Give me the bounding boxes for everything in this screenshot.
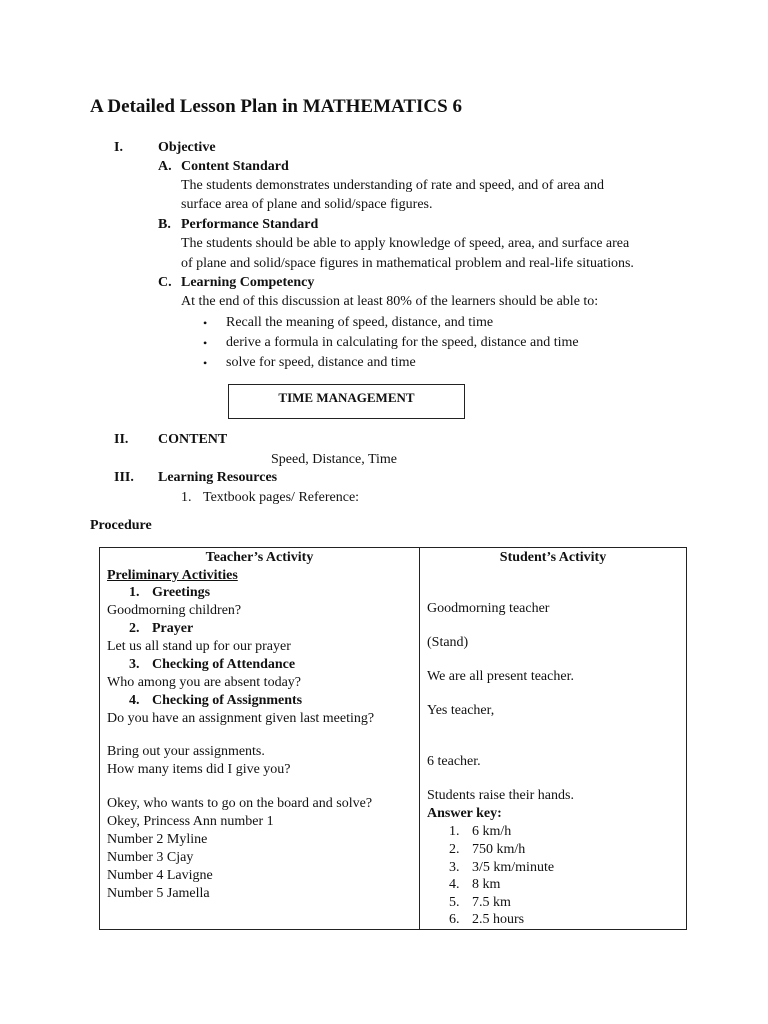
student-stand: (Stand) xyxy=(427,635,469,650)
attendance-heading: Checking of Attendance xyxy=(152,657,296,672)
content-standard-line-2: surface area of plane and solid/space figures. xyxy=(181,197,433,212)
how-many-line: How many items did I give you? xyxy=(107,762,291,777)
time-management-box: TIME MANAGEMENT xyxy=(228,384,465,419)
number-line-1: Okey, Princess Ann number 1 xyxy=(107,814,274,829)
prayer-line: Let us all stand up for our prayer xyxy=(107,639,291,654)
content-text: Speed, Distance, Time xyxy=(271,452,397,467)
learning-competency-intro: At the end of this discussion at least 80% of the learners should be able to: xyxy=(181,294,599,309)
answer-number-1: 1. xyxy=(449,824,460,839)
answer-number-6: 6. xyxy=(449,912,460,927)
student-yes: Yes teacher, xyxy=(427,703,495,718)
student-greet-reply: Goodmorning teacher xyxy=(427,601,550,616)
number-line-2: Number 2 Myline xyxy=(107,832,208,847)
bring-out-line: Bring out your assignments. xyxy=(107,744,265,759)
learning-competency-heading: Learning Competency xyxy=(181,275,315,290)
competency-bullet-1: Recall the meaning of speed, distance, and time xyxy=(226,315,494,330)
okey-board-line: Okey, who wants to go on the board and solve? xyxy=(107,796,373,811)
attendance-line: Who among you are absent today? xyxy=(107,675,301,690)
table-column-divider xyxy=(419,547,420,930)
performance-standard-line-2: of plane and solid/space figures in mathematical problem and real-life situations. xyxy=(181,256,634,271)
content-heading: CONTENT xyxy=(158,432,228,447)
number-line-5: Number 5 Jamella xyxy=(107,886,210,901)
answer-text-1: 6 km/h xyxy=(472,824,512,839)
number-line-3: Number 3 Cjay xyxy=(107,850,194,865)
learning-resources-heading: Learning Resources xyxy=(158,470,278,485)
assignments-line: Do you have an assignment given last meeting? xyxy=(107,711,375,726)
performance-standard-line-1: The students should be able to apply knowledge of speed, area, and surface area xyxy=(181,236,630,251)
performance-standard-heading: Performance Standard xyxy=(181,217,319,232)
answer-text-4: 8 km xyxy=(472,877,501,892)
learning-resources-item-number: 1. xyxy=(181,490,192,505)
bullet-icon: • xyxy=(203,316,208,330)
answer-number-2: 2. xyxy=(449,842,460,857)
attendance-number: 3. xyxy=(129,657,140,672)
page-title: A Detailed Lesson Plan in MATHEMATICS 6 xyxy=(90,96,462,117)
learning-resources-item: Textbook pages/ Reference: xyxy=(203,490,360,505)
content-numeral: II. xyxy=(114,432,129,447)
prayer-heading: Prayer xyxy=(152,621,194,636)
student-present: We are all present teacher. xyxy=(427,669,574,684)
procedure-heading: Procedure xyxy=(90,518,152,533)
greetings-number: 1. xyxy=(129,585,140,600)
answer-text-5: 7.5 km xyxy=(472,895,511,910)
competency-bullet-3: solve for speed, distance and time xyxy=(226,355,416,370)
objective-heading: Objective xyxy=(158,140,216,155)
student-six: 6 teacher. xyxy=(427,754,481,769)
content-standard-letter: A. xyxy=(158,159,172,174)
greetings-heading: Greetings xyxy=(152,585,211,600)
teacher-activity-header: Teacher’s Activity xyxy=(205,550,314,565)
content-standard-heading: Content Standard xyxy=(181,159,289,174)
student-activity-header: Student’s Activity xyxy=(499,550,607,565)
greetings-line: Goodmorning children? xyxy=(107,603,242,618)
bullet-icon: • xyxy=(203,336,208,350)
answer-number-3: 3. xyxy=(449,860,460,875)
answer-text-6: 2.5 hours xyxy=(472,912,525,927)
learning-competency-letter: C. xyxy=(158,275,172,290)
bullet-icon: • xyxy=(203,356,208,370)
answer-number-4: 4. xyxy=(449,877,460,892)
content-standard-line-1: The students demonstrates understanding of rate and speed, and of area and xyxy=(181,178,604,193)
assignments-number: 4. xyxy=(129,693,140,708)
learning-resources-numeral: III. xyxy=(114,470,134,485)
prayer-number: 2. xyxy=(129,621,140,636)
answer-text-3: 3/5 km/minute xyxy=(472,860,555,875)
answer-key-heading: Answer key: xyxy=(427,806,502,821)
answer-number-5: 5. xyxy=(449,895,460,910)
objective-numeral: I. xyxy=(114,140,123,155)
number-line-4: Number 4 Lavigne xyxy=(107,868,213,883)
answer-text-2: 750 km/h xyxy=(472,842,526,857)
performance-standard-letter: B. xyxy=(158,217,171,232)
assignments-heading: Checking of Assignments xyxy=(152,693,303,708)
preliminary-activities: Preliminary Activities xyxy=(107,568,238,583)
student-raise: Students raise their hands. xyxy=(427,788,574,803)
competency-bullet-2: derive a formula in calculating for the speed, distance and time xyxy=(226,335,579,350)
